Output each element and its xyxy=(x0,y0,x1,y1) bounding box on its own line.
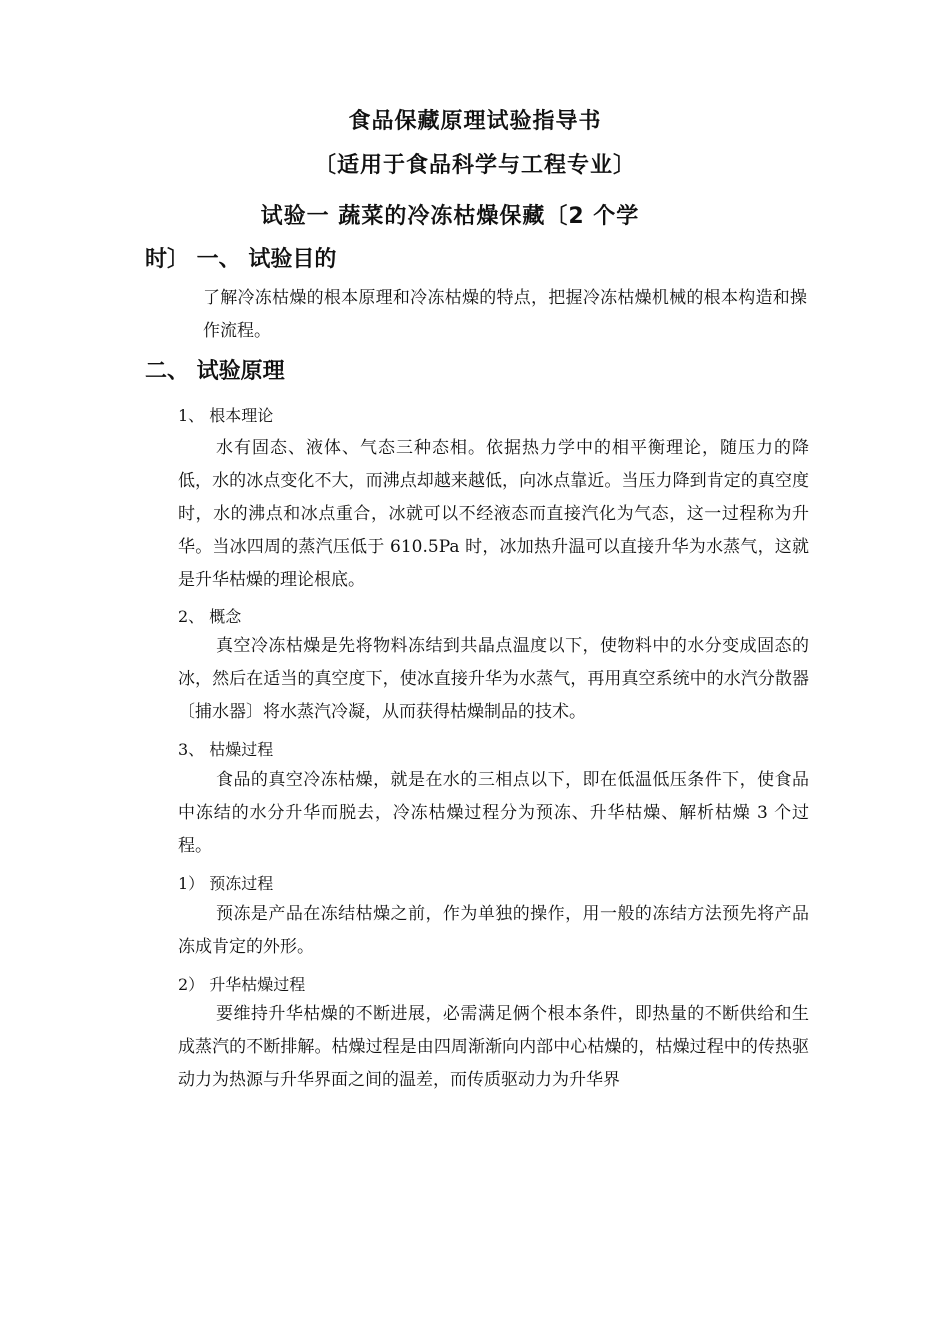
paragraph-sublimation-text: 要维持升华枯燥的不断进展，必需满足俩个根本条件，即热量的不断供给和生成蒸汽的不断排解。枯燥过程是由四周渐渐向内部中心枯燥的，枯燥过程中的传热驱动力为热源与升华界面之间的温差，而传质驱动力为升华界 xyxy=(178,1004,809,1090)
item-label-prefreeze: 1） 预冻过程 xyxy=(178,874,274,893)
paragraph-prefreeze-text: 预冻是产品在冻结枯燥之前，作为单独的操作，用一般的冻结方法预先将产品冻成肯定的外形。 xyxy=(178,904,809,957)
paragraph-drying xyxy=(178,764,809,863)
item-label-drying: 3、 枯燥过程 xyxy=(178,740,274,759)
paragraph-concept-text: 真空冷冻枯燥是先将物料冻结到共晶点温度以下，使物料中的水分变成固态的冰，然后在适当的真空度下，使冰直接升华为水蒸气，再用真空系统中的水汽分散器〔捕水器〕将水蒸汽冷凝，从而获得枯燥制品的技术。 xyxy=(178,636,809,722)
paragraph-sublimation xyxy=(178,998,809,1097)
paragraph-theory-text: 水有固态、液体、气态三种态相。依据热力学中的相平衡理论，随压力的降低，水的冰点变化不大，而沸点却越来越低，向冰点靠近。当压力降到肯定的真空度时，水的沸点和冰点重合，冰就可以不经液态而直接汽化为气态，这一过程称为升华。当冰四周的蒸汽压低于 610.5Pa 时，冰加热升温可以直接升华为水蒸气，这就是升华枯燥的理论根底。 xyxy=(178,438,809,590)
paragraph-prefreeze xyxy=(178,898,809,964)
experiment-title: 试验一 蔬菜的冷冻枯燥保藏〔2 个学 xyxy=(260,204,640,229)
document-title: 食品保藏原理试验指导书 xyxy=(348,109,602,134)
item-label-concept: 2、 概念 xyxy=(178,607,242,626)
purpose-paragraph xyxy=(203,282,807,348)
item-label-theory: 1、 根本理论 xyxy=(178,406,274,425)
section1-heading: 时〕 一、 试验目的 xyxy=(145,247,337,272)
purpose-text: 了解冷冻枯燥的根本原理和冷冻枯燥的特点，把握冷冻枯燥机械的根本构造和操作流程。 xyxy=(203,288,807,341)
section2-heading: 二、 试验原理 xyxy=(145,359,285,384)
paragraph-concept xyxy=(178,630,809,729)
paragraph-theory xyxy=(178,432,809,597)
item-label-sublimation: 2） 升华枯燥过程 xyxy=(178,975,306,994)
document-subtitle: 〔适用于食品科学与工程专业〕 xyxy=(313,153,636,178)
paragraph-drying-text: 食品的真空冷冻枯燥，就是在水的三相点以下，即在低温低压条件下，使食品中冻结的水分升华而脱去，冷冻枯燥过程分为预冻、升华枯燥、解析枯燥 3 个过程。 xyxy=(178,770,809,856)
